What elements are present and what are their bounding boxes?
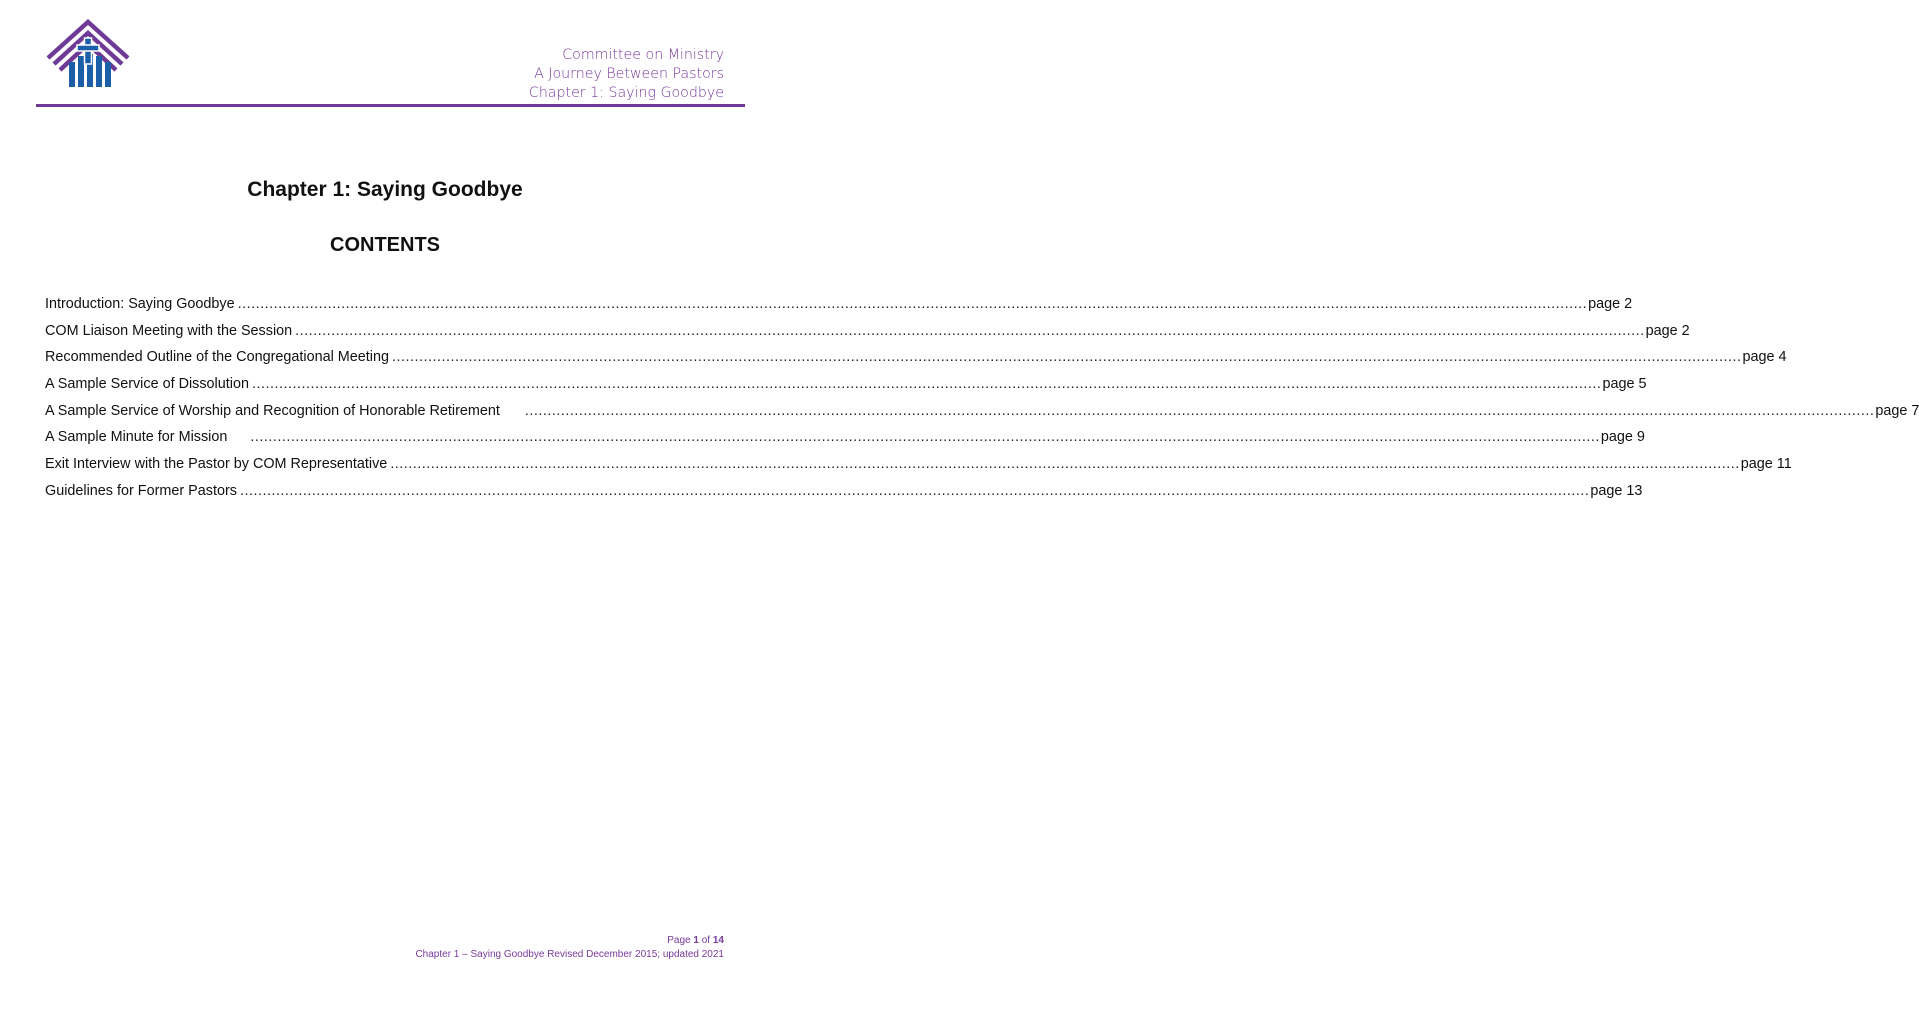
toc-entry-label: COM Liaison Meeting with the Session [45, 322, 293, 339]
toc-entry-label: Exit Interview with the Pastor by COM Representative [45, 456, 388, 473]
toc-entry[interactable] [45, 322, 1690, 350]
toc-entry-label: Introduction: Saying Goodbye [45, 296, 235, 312]
header-line-2: A Journey Between Pastors [534, 66, 724, 82]
table-of-contents [45, 296, 1919, 510]
toc-dot-leader: ............................................................................................................................................................................................................................................................................................................ [524, 402, 1875, 419]
toc-entry[interactable] [45, 482, 1643, 510]
toc-dot-leader: ............................................................................................................................................................................................................................................................................................................ [239, 482, 1590, 499]
header-divider [36, 104, 745, 107]
chapter-title: Chapter 1: Saying Goodbye [247, 178, 523, 201]
toc-dot-leader: ............................................................................................................................................................................................................................................................................................................ [390, 456, 1740, 473]
toc-entry-label: A Sample Service of Worship and Recognition of Honorable Retirement [45, 402, 500, 419]
toc-entry-page: page 7 [1875, 402, 1919, 419]
footer-revision-note: Chapter 1 – Saying Goodbye Revised December 2015; updated 2021 [415, 949, 724, 960]
toc-entry[interactable] [45, 429, 1645, 456]
toc-entry-label: Guidelines for Former Pastors [45, 482, 237, 499]
toc-entry-page: page 13 [1590, 482, 1643, 499]
toc-entry-label: A Sample Service of Dissolution [45, 376, 249, 393]
toc-entry[interactable] [45, 402, 1919, 430]
contents-heading: CONTENTS [330, 234, 440, 256]
toc-dot-leader: ............................................................................................................................................................................................................................................................................................................ [251, 376, 1602, 393]
toc-entry[interactable] [45, 376, 1647, 403]
toc-entry-page: page 2 [1588, 296, 1633, 312]
page-number: Page 1 of 14 [667, 935, 724, 946]
toc-dot-leader: ............................................................................................................................................................................................................................................................................................................ [250, 429, 1600, 446]
toc-dot-leader: ............................................................................................................................................................................................................................................................................................................ [391, 349, 1742, 366]
toc-entry-page: page 2 [1645, 322, 1690, 339]
toc-entry[interactable] [45, 349, 1787, 376]
toc-entry-page: page 11 [1740, 456, 1792, 473]
toc-entry-page: page 4 [1742, 349, 1787, 366]
toc-entry[interactable] [45, 456, 1792, 483]
toc-dot-leader: ............................................................................................................................................................................................................................................................................................................ [295, 322, 1645, 339]
page-footer [415, 934, 724, 962]
toc-entry-page: page 9 [1600, 429, 1645, 446]
running-header [529, 46, 724, 103]
toc-entry-page: page 5 [1602, 376, 1647, 393]
toc-dot-leader: ............................................................................................................................................................................................................................................................................................................ [237, 296, 1588, 312]
toc-entry-label: A Sample Minute for Mission [45, 429, 228, 446]
header-line-1: Committee on Ministry [562, 47, 724, 63]
toc-entry-label: Recommended Outline of the Congregational Meeting [45, 349, 389, 366]
toc-entry[interactable] [45, 296, 1633, 323]
presbytery-cross-logo [44, 18, 132, 88]
header-line-3: Chapter 1: Saying Goodbye [528, 85, 724, 101]
